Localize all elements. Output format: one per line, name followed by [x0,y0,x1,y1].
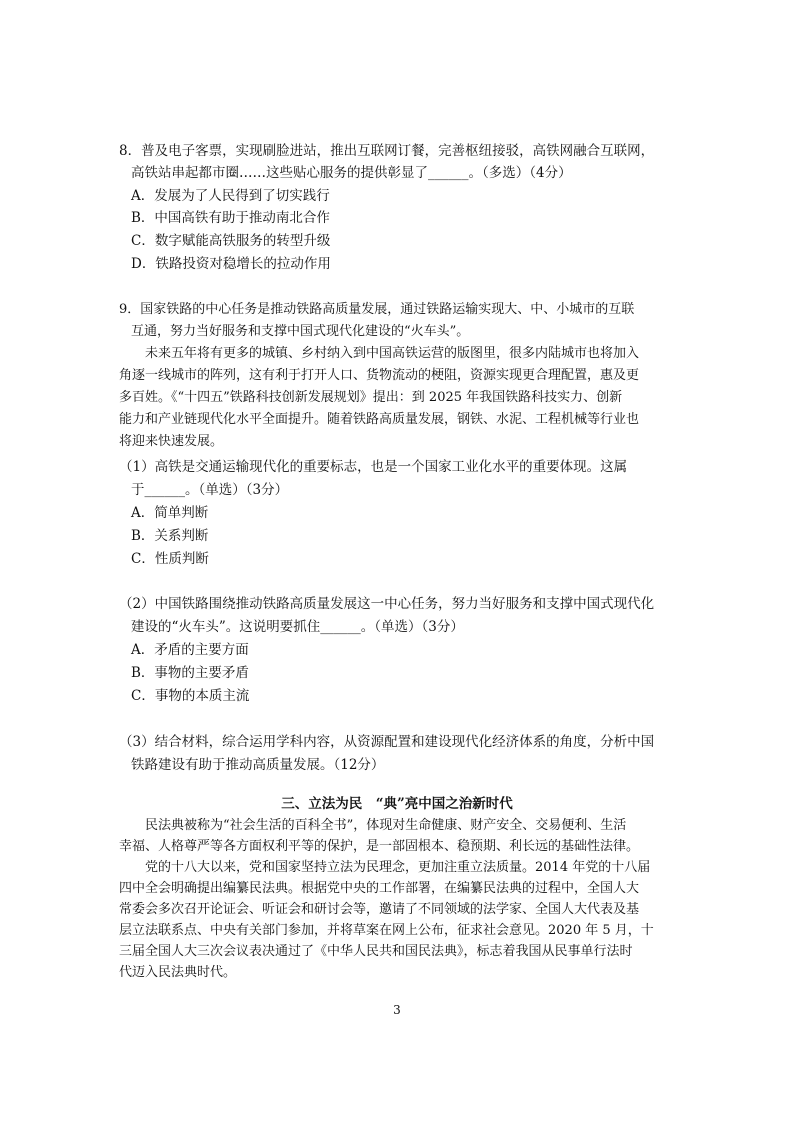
section3-para2-line4: 层立法联系点、中央有关部门参加，并将草案在网上公布，征求社会意见。2020 年 5 月，十 [119,923,654,938]
q9-sub2-option-b: B．事物的主要矛盾 [131,665,249,681]
section3-para1-line2: 幸福、人格尊严等各方面权利平等的保护，是一部固根本、稳预期、利长远的基础性法律。 [119,839,640,854]
q9-sub2-option-a: A．矛盾的主要方面 [131,642,249,658]
q9-material-line3: 多百姓。《“十四五”铁路科技创新发展规划》提出：到 2025 年我国铁路科技实力、创新 [119,390,623,405]
page-number: 3 [393,1003,401,1017]
q8-stem-line2: 高铁站串起都市圈……这些贴心服务的提供彰显了______。（多选）（4分） [131,165,572,181]
section3-para2-line1: 党的十八大以来，党和国家坚持立法为民理念，更加注重立法质量。2014 年党的十八届 [145,860,651,875]
q9-sub1-option-c: C．性质判断 [131,551,209,567]
q9-sub3-line2: 铁路建设有助于推动高质量发展。（12分） [131,757,385,773]
section3-para2-line6: 代迈入民法典时代。 [119,965,237,980]
q9-sub2-option-c: C．事物的本质主流 [131,688,250,704]
q9-sub1-option-b: B．关系判断 [131,528,209,544]
q9-material-line2: 角逐一线城市的阵列，这有利于打开人口、货物流动的梗阻，资源实现更合理配置，惠及更 [119,368,640,383]
q9-sub2-line2: 建设的“火车头”。这说明要抓住______。（单选）（3分） [131,619,464,635]
q9-intro-line2: 互通，努力当好服务和支撑中国式现代化建设的“火车头”。 [131,324,470,339]
q9-sub1-line1: （1）高铁是交通运输现代化的重要标志，也是一个国家工业化水平的重要体现。这属 [119,459,628,475]
q9-sub1-line2: 于______。（单选）（3分） [131,482,289,498]
q8-stem-line1: 8．普及电子客票，实现刷脸进站，推出互联网订餐，完善枢纽接驳，高铁网融合互联网， [119,143,655,159]
q9-sub1-option-a: A．简单判断 [131,505,209,521]
q9-intro-line1: 9．国家铁路的中心任务是推动铁路高质量发展，通过铁路运输实现大、中、小城市的互联 [119,302,635,317]
section3-para2-line2: 四中全会明确提出编纂民法典。根据党中央的工作部署，在编纂民法典的过程中，全国人大 [119,881,640,896]
q9-material-line4: 能力和产业链现代化水平全面提升。随着铁路高质量发展，钢铁、水泥、工程机械等行业也 [119,412,640,427]
q8-option-c: C．数字赋能高铁服务的转型升级 [131,233,331,249]
q9-material-line1: 未来五年将有更多的城镇、乡村纳入到中国高铁运营的版图里，很多内陆城市也将加入 [145,346,640,361]
q8-option-a: A．发展为了人民得到了切实践行 [131,188,330,204]
q9-material-line5: 将迎来快速发展。 [119,434,224,449]
q8-option-b: B．中国高铁有助于推动南北合作 [131,210,330,226]
q8-option-d: D．铁路投资对稳增长的拉动作用 [131,256,331,272]
section3-para2-line5: 三届全国人大三次会议表决通过了《中华人民共和国民法典》，标志着我国从民事单行法时 [119,944,633,959]
section3-para1-line1: 民法典被称为“社会生活的百科全书”，体现对生命健康、财产安全、交易便利、生活 [145,818,627,833]
section-title: 三、立法为民 “典”亮中国之治新时代 [281,796,513,812]
q9-sub3-line1: （3）结合材料，综合运用学科内容，从资源配置和建设现代化经济体系的角度，分析中国 [119,734,655,750]
q9-sub2-line1: （2）中国铁路围绕推动铁路高质量发展这一中心任务，努力当好服务和支撑中国式现代化 [119,596,655,612]
section3-para2-line3: 常委会多次召开论证会、听证会和研讨会等，邀请了不同领域的法学家、全国人大代表及基 [119,902,640,917]
